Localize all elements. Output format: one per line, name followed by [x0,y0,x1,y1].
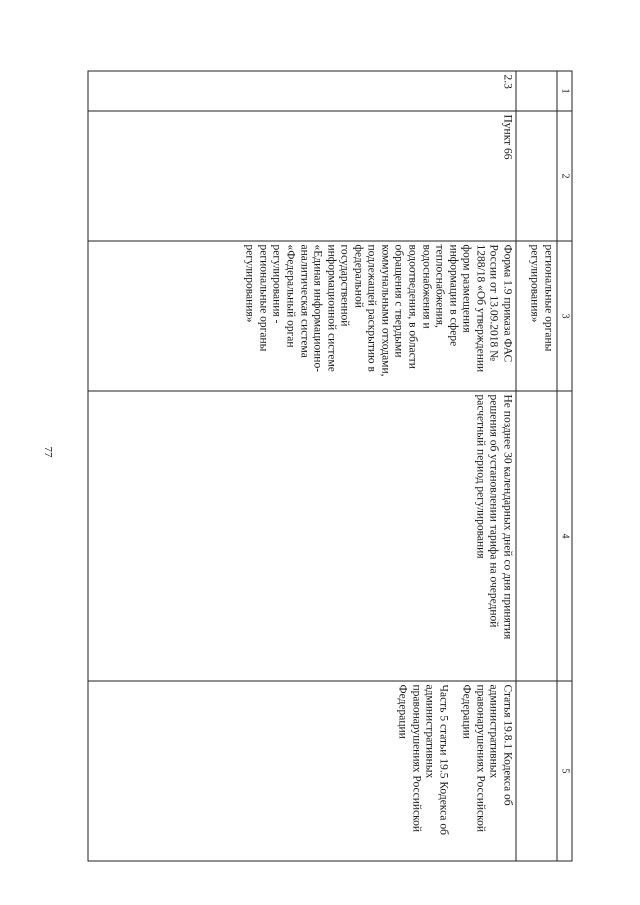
row-deadline: Не позднее 30 календарных дней со дня принятия решения об установлении тарифа на очередной расчетный период регулирования [88,391,516,681]
row-number: 2.3 [88,71,516,111]
continuation-cell-4 [516,391,557,681]
document-table [88,70,573,861]
continuation-cell-2 [516,111,557,241]
table-header-row [557,71,572,861]
header-cell-4: 4 [557,391,572,681]
header-cell-2: 2 [557,111,572,241]
continuation-cell-3: региональные органы регулирования» [516,241,557,391]
table-row [88,71,516,861]
header-cell-3: 3 [557,241,572,391]
liability-text-2: Часть 5 статьи 19.5 Кодекса об административных правонарушениях Российской Федерации [396,684,450,835]
header-cell-1: 1 [557,71,572,111]
row-form: Форма 1.9 приказа ФАС России от 13.09.2018 № 1288/18 «Об утверждении форм размещения информации в сфере теплоснабжения, водоснабжения и водоотведения, в области обращения с твердыми коммунальными отходами, подлежащей раскрытию в федеральной государственной информационной системе «Единая информационно-аналитическая система «Федеральный орган регулирования - региональные органы регулирования» [88,241,516,391]
continuation-cell-1 [516,71,557,111]
continuation-cell-5 [516,681,557,861]
page-number: 77 [42,446,54,458]
rotated-table-wrapper [88,70,573,860]
continuation-row [516,71,557,861]
row-liability [88,681,516,861]
liability-text-1: Статья 19.8.1 Кодекса об административных правонарушениях Российской Федерации [460,684,514,832]
row-point: Пункт 66 [88,111,516,241]
header-cell-5: 5 [557,681,572,861]
